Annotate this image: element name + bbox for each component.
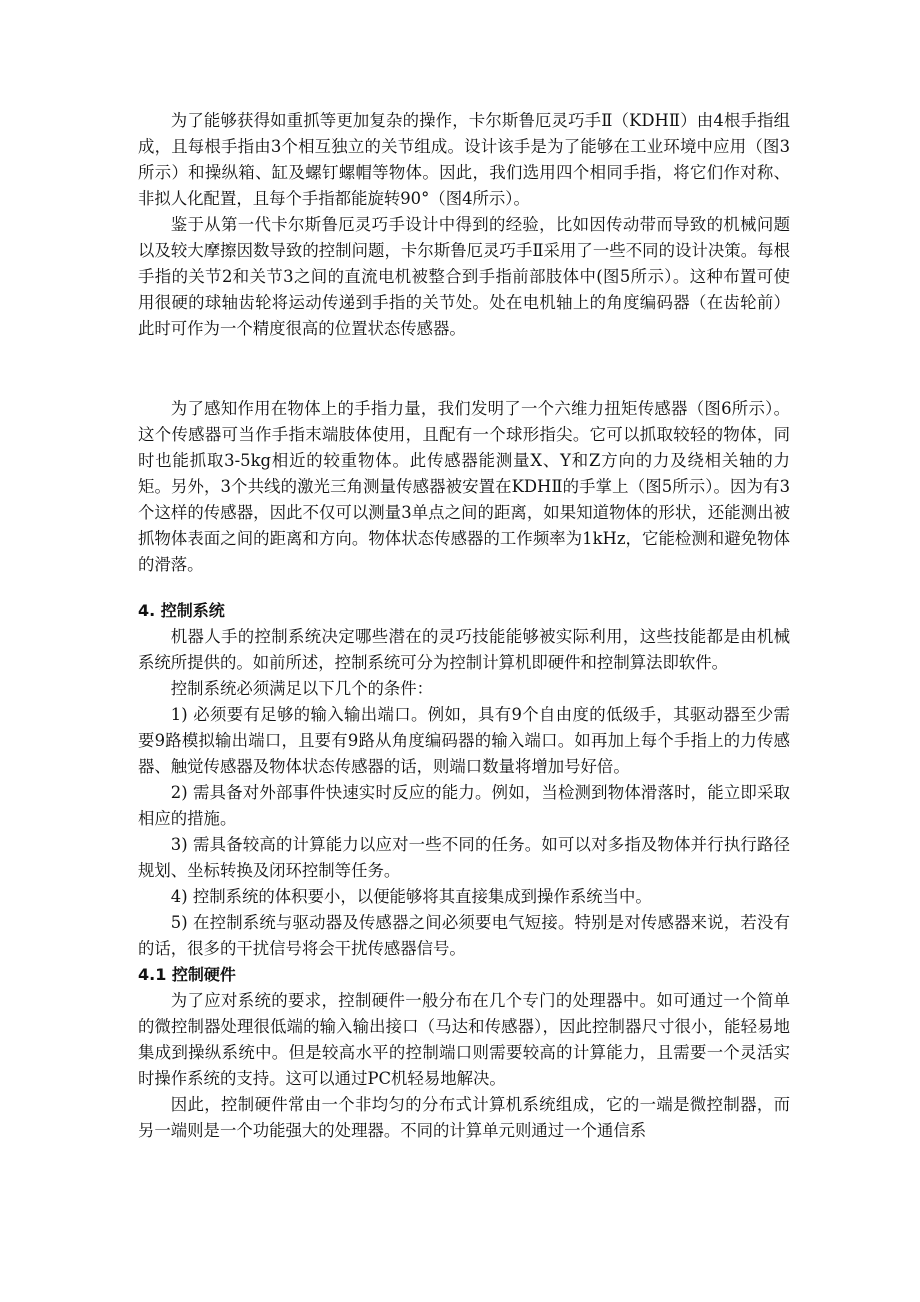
paragraph-control-intro: 机器人手的控制系统决定哪些潜在的灵巧技能能够被实际利用，这些技能都是由机械系统所提供的。如前所述，控制系统可分为控制计算机即硬件和控制算法即软件。 (138, 627, 790, 672)
section-heading-control-hardware: 4.1 控制硬件 (138, 965, 236, 984)
paragraph-requirements: 控制系统必须满足以下几个的条件： (170, 679, 434, 698)
paragraph-hardware-distribution: 为了应对系统的要求，控制硬件一般分布在几个专门的处理器中。如可通过一个简单的微控制器处理很低端的输入输出接口（马达和传感器），因此控制器尺寸很小，能轻易地集成到操纵系统中。但是较高水平的控制端口则需要较高的计算能力，且需要一个灵活实时操作系统的支持。这可以通过PC机轻易地解决。 (138, 991, 790, 1088)
paragraph-force-sensor: 为了感知作用在物体上的手指力量，我们发明了一个六维力扭矩传感器（图6所示）。这个传感器可当作手指末端肢体使用，且配有一个球形指尖。它可以抓取较轻的物体，同时也能抓取3-5kg相近的较重物体。此传感器能测量X、Y和Z方向的力及绕相关轴的力矩。另外，3个共线的激光三角测量传感器被安置在KDHⅡ的手掌上（图5所示）。因为有3个这样的传感器，因此不仅可以测量3单点之间的距离，如果知道物体的形状，还能测出被抓物体表面之间的距离和方向。物体状态传感器的工作频率为1kHz，它能检测和避免物体的滑落。 (138, 399, 790, 574)
paragraph-kdh2-structure: 为了能够获得如重抓等更加复杂的操作，卡尔斯鲁厄灵巧手Ⅱ（KDHⅡ）由4根手指组成，且每根手指由3个相互独立的关节组成。设计该手是为了能够在工业环境中应用（图3所示）和操纵箱、缸及螺钉螺帽等物体。因此，我们选用四个相同手指，将它们作对称、非拟人化配置，且每个手指都能旋转90°（图4所示）。 (138, 111, 790, 208)
list-item-requirement-2: 2) 需具备对外部事件快速实时反应的能力。例如，当检测到物体滑落时，能立即采取相应的措施。 (138, 783, 790, 828)
section-heading-control-system: 4. 控制系统 (138, 601, 225, 620)
paragraph-heterogeneous-system: 因此，控制硬件常由一个非均匀的分布式计算机系统组成，它的一端是微控制器，而另一端则是一个功能强大的处理器。不同的计算单元则通过一个通信系 (138, 1095, 790, 1140)
spacer (138, 342, 790, 396)
list-item-requirement-3: 3) 需具备较高的计算能力以应对一些不同的任务。如可以对多指及物体并行执行路径规划、坐标转换及闭环控制等任务。 (138, 835, 790, 880)
spacer (138, 578, 790, 598)
document-body (138, 108, 790, 1144)
list-item-requirement-1: 1) 必须要有足够的输入输出端口。例如，具有9个自由度的低级手，其驱动器至少需要9路模拟输出端口，且要有9路从角度编码器的输入端口。如再加上每个手指上的力传感器、触觉传感器及物体状态传感器的话，则端口数量将增加号好倍。 (138, 705, 790, 776)
paragraph-design-decisions: 鉴于从第一代卡尔斯鲁厄灵巧手设计中得到的经验，比如因传动带而导致的机械问题以及较大摩擦因数导致的控制问题，卡尔斯鲁厄灵巧手Ⅱ采用了一些不同的设计决策。每根手指的关节2和关节3之间的直流电机被整合到手指前部肢体中(图5所示）。这种布置可使用很硬的球轴齿轮将运动传递到手指的关节处。处在电机轴上的角度编码器（在齿轮前）此时可作为一个精度很高的位置状态传感器。 (138, 215, 790, 338)
list-item-requirement-4: 4) 控制系统的体积要小，以便能够将其直接集成到操作系统当中。 (170, 887, 652, 906)
list-item-requirement-5: 5) 在控制系统与驱动器及传感器之间必须要电气短接。特别是对传感器来说，若没有的话，很多的干扰信号将会干扰传感器信号。 (138, 913, 790, 958)
